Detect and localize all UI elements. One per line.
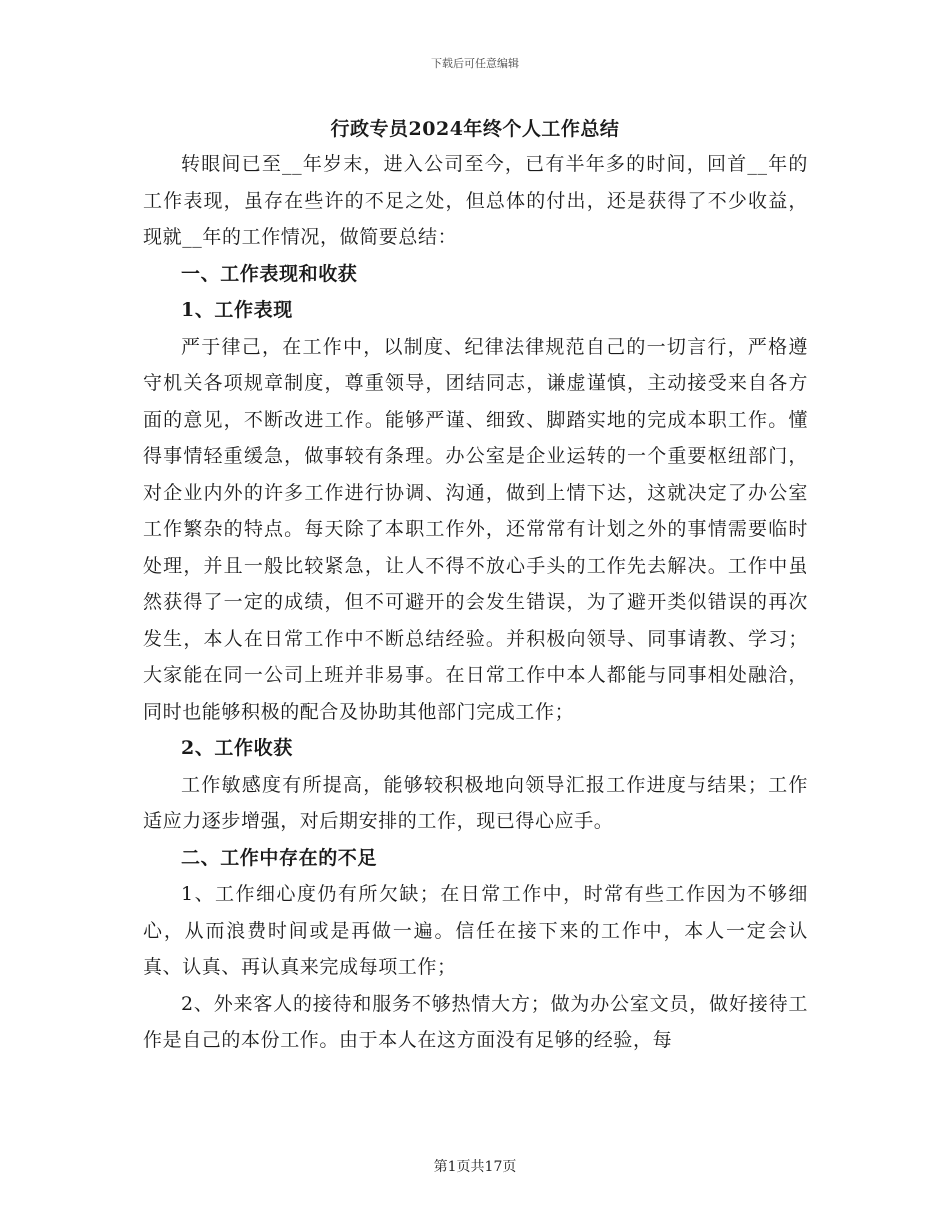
page-number-footer: 第1页共17页 — [433, 1159, 517, 1175]
shortcoming-paragraph-2: 2、外来客人的接待和服务不够热情大方；做为办公室文员，做好接待工作是自己的本份工作。由于本人在这方面没有足够的经验，每 — [143, 992, 808, 1051]
subsection-heading-work-gains: 2、工作收获 — [181, 737, 293, 759]
subsection-heading-work-performance: 1、工作表现 — [181, 299, 293, 321]
shortcoming-paragraph-1: 1、工作细心度仍有所欠缺；在日常工作中，时常有些工作因为不够细心，从而浪费时间或是再做一遍。信任在接下来的工作中，本人一定会认真、认真、再认真来完成每项工作； — [143, 883, 808, 978]
document-body — [143, 146, 808, 1059]
intro-paragraph: 转眼间已至__年岁末，进入公司至今，已有半年多的时间，回首__年的工作表现，虽存在些许的不足之处，但总体的付出，还是获得了不少收益，现就__年的工作情况，做简要总结： — [143, 153, 808, 248]
header-note: 下载后可任意编辑 — [431, 57, 519, 70]
section-heading-1: 一、工作表现和收获 — [181, 262, 358, 285]
document-title: 行政专员2024年终个人工作总结 — [330, 118, 620, 140]
work-performance-paragraph: 严于律己，在工作中，以制度、纪律法律规范自己的一切言行，严格遵守机关各项规章制度，尊重领导，团结同志，谦虚谨慎，主动接受来自各方面的意见，不断改进工作。能够严谨、细致、脚踏实地的完成本职工作。懂得事情轻重缓急，做事较有条理。办公室是企业运转的一个重要枢纽部门，对企业内外的许多工作进行协调、沟通，做到上情下达，这就决定了办公室工作繁杂的特点。每天除了本职工作外，还常常有计划之外的事情需要临时处理，并且一般比较紧急，让人不得不放心手头的工作先去解决。工作中虽然获得了一定的成绩，但不可避开的会发生错误，为了避开类似错误的再次发生，本人在日常工作中不断总结经验。并积极向领导、同事请教、学习；大家能在同一公司上班并非易事。在日常工作中本人都能与同事相处融洽，同时也能够积极的配合及协助其他部门完成工作； — [143, 335, 808, 723]
work-gains-paragraph: 工作敏感度有所提高，能够较积极地向领导汇报工作进度与结果；工作适应力逐步增强，对后期安排的工作，现已得心应手。 — [143, 773, 808, 832]
section-heading-2: 二、工作中存在的不足 — [181, 846, 378, 869]
